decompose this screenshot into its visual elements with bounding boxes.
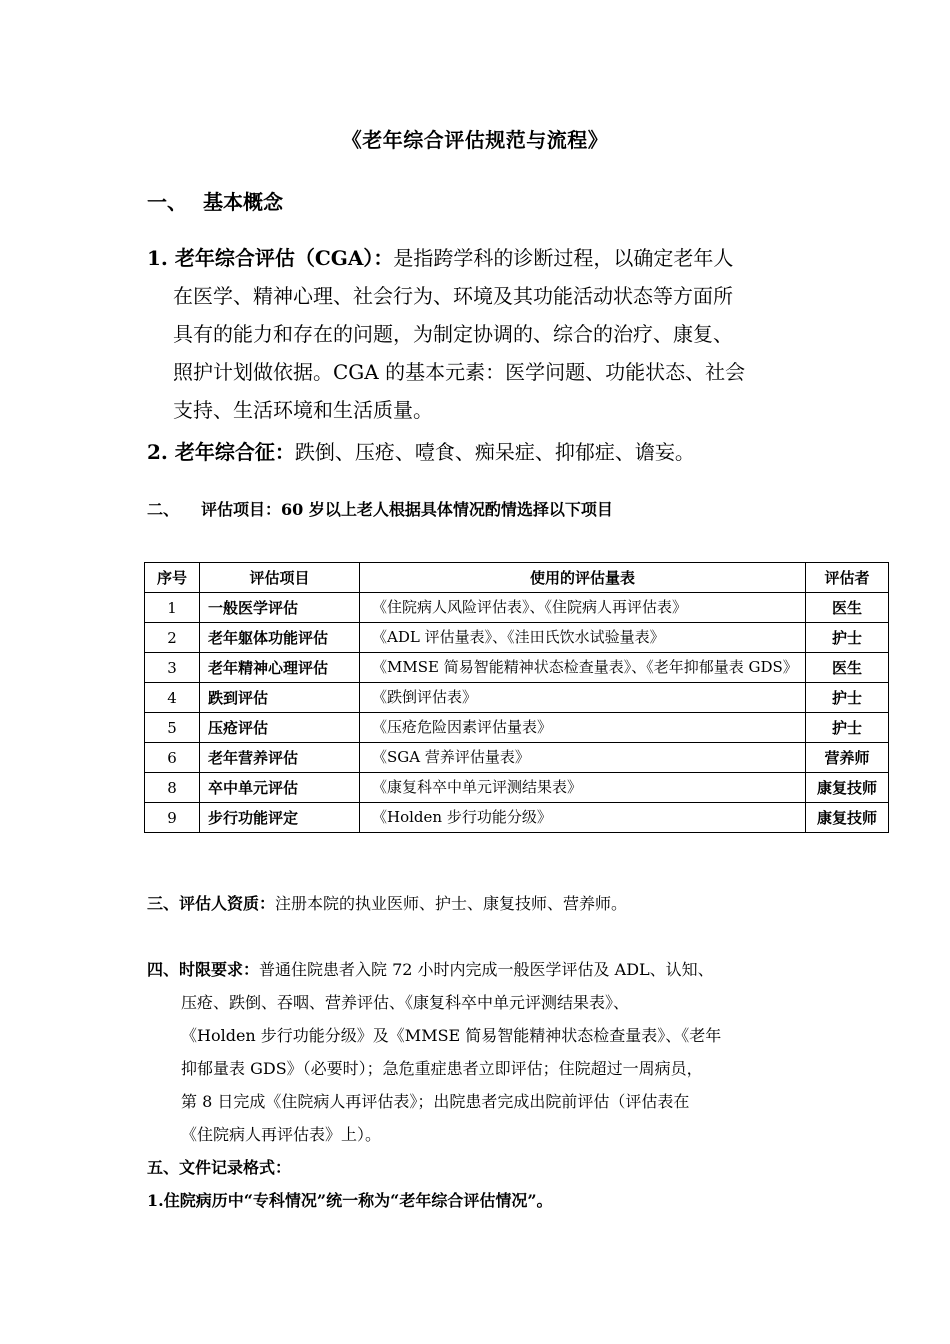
row-assessor: 护士 — [806, 623, 889, 653]
row-item: 跌到评估 — [200, 683, 360, 713]
row-scale: 《SGA 营养评估量表》 — [360, 743, 806, 773]
row-item: 老年躯体功能评估 — [200, 623, 360, 653]
row-no: 6 — [145, 743, 200, 773]
cga-line-3: 具有的能力和存在的问题，为制定协调的、综合的治疗、康复、 — [173, 322, 733, 346]
row-scale: 《康复科卒中单元评测结果表》 — [360, 773, 806, 803]
table-row — [145, 593, 889, 623]
row-assessor: 护士 — [806, 683, 889, 713]
row-assessor: 医生 — [806, 593, 889, 623]
row-no: 8 — [145, 773, 200, 803]
cga-definition — [147, 239, 827, 429]
record-format-heading: 五、文件记录格式： — [147, 1158, 292, 1177]
table-row — [145, 623, 889, 653]
header-item: 评估项目 — [200, 563, 360, 593]
row-no: 3 — [145, 653, 200, 683]
row-scale: 《住院病人风险评估表》、《住院病人再评估表》 — [360, 593, 806, 623]
time-line-1: 普通住院患者入院 72 小时内完成一般医学评估及 ADL、认知、 — [259, 960, 714, 979]
table-row — [145, 773, 889, 803]
record-format-item-1: 1.住院病历中“专科情况”统一称为“老年综合评估情况”。 — [147, 1191, 553, 1210]
time-line-3: 《Holden 步行功能分级》及《MMSE 简易智能精神状态检查量表》、《老年 — [181, 1026, 722, 1045]
time-label: 四、时限要求： — [147, 960, 260, 979]
row-assessor: 护士 — [806, 713, 889, 743]
time-line-2: 压疮、跌倒、吞咽、营养评估、《康复科卒中单元评测结果表》、 — [181, 993, 630, 1012]
table-row — [145, 683, 889, 713]
section2-heading-text: 评估项目：60 岁以上老人根据具体情况酌情选择以下项目 — [201, 500, 613, 519]
row-no: 4 — [145, 683, 200, 713]
row-no: 9 — [145, 803, 200, 833]
table-header-row — [145, 563, 889, 593]
section2-heading — [147, 497, 613, 520]
cga-line-1: 是指跨学科的诊断过程，以确定老年人 — [393, 246, 734, 270]
row-assessor: 康复技师 — [806, 803, 889, 833]
row-scale: 《ADL 评估量表》、《洼田氏饮水试验量表》 — [360, 623, 806, 653]
row-scale: 《跌倒评估表》 — [360, 683, 806, 713]
assessment-table — [144, 562, 889, 833]
row-item: 卒中单元评估 — [200, 773, 360, 803]
row-item: 压疮评估 — [200, 713, 360, 743]
time-line-4: 抑郁量表 GDS》（必要时）；急危重症患者立即评估；住院超过一周病员， — [181, 1059, 703, 1078]
row-scale: 《Holden 步行功能分级》 — [360, 803, 806, 833]
geriatric-syndrome — [147, 433, 827, 471]
section1-heading-text: 基本概念 — [203, 190, 283, 214]
header-assessor: 评估者 — [806, 563, 889, 593]
section1-heading — [147, 186, 283, 215]
section2-number: 二、 — [147, 500, 180, 519]
syndrome-label: 2. 老年综合征： — [147, 440, 295, 464]
row-no: 5 — [145, 713, 200, 743]
section1-number: 一、 — [147, 190, 187, 214]
row-item: 一般医学评估 — [200, 593, 360, 623]
header-scale: 使用的评估量表 — [360, 563, 806, 593]
cga-line-2: 在医学、精神心理、社会行为、环境及其功能活动状态等方面所 — [173, 284, 733, 308]
table-row — [145, 743, 889, 773]
time-line-5: 第 8 日完成《住院病人再评估表》；出院患者完成出院前评估（评估表在 — [181, 1092, 690, 1111]
row-scale: 《MMSE 简易智能精神状态检查量表》、《老年抑郁量表 GDS》 — [360, 653, 806, 683]
qualification-label: 三、评估人资质： — [147, 894, 276, 913]
qualification-text: 注册本院的执业医师、护士、康复技师、营养师。 — [275, 894, 628, 913]
row-no: 2 — [145, 623, 200, 653]
time-requirement — [147, 953, 827, 1151]
assessor-qualification — [147, 887, 827, 920]
row-scale: 《压疮危险因素评估量表》 — [360, 713, 806, 743]
header-no: 序号 — [145, 563, 200, 593]
table-row — [145, 653, 889, 683]
time-line-6: 《住院病人再评估表》上）。 — [181, 1125, 382, 1144]
row-assessor: 营养师 — [806, 743, 889, 773]
table-row — [145, 713, 889, 743]
table-row — [145, 803, 889, 833]
cga-line-5: 支持、生活环境和生活质量。 — [173, 398, 433, 422]
row-assessor: 康复技师 — [806, 773, 889, 803]
cga-line-4: 照护计划做依据。CGA 的基本元素：医学问题、功能状态、社会 — [173, 360, 746, 384]
row-assessor: 医生 — [806, 653, 889, 683]
row-item: 老年精神心理评估 — [200, 653, 360, 683]
row-item: 老年营养评估 — [200, 743, 360, 773]
document-title: 《老年综合评估规范与流程》 — [341, 128, 609, 152]
cga-label: 1. 老年综合评估（CGA）： — [147, 246, 394, 270]
row-item: 步行功能评定 — [200, 803, 360, 833]
row-no: 1 — [145, 593, 200, 623]
syndrome-text: 跌倒、压疮、噎食、痴呆症、抑郁症、谵妄。 — [294, 440, 695, 464]
